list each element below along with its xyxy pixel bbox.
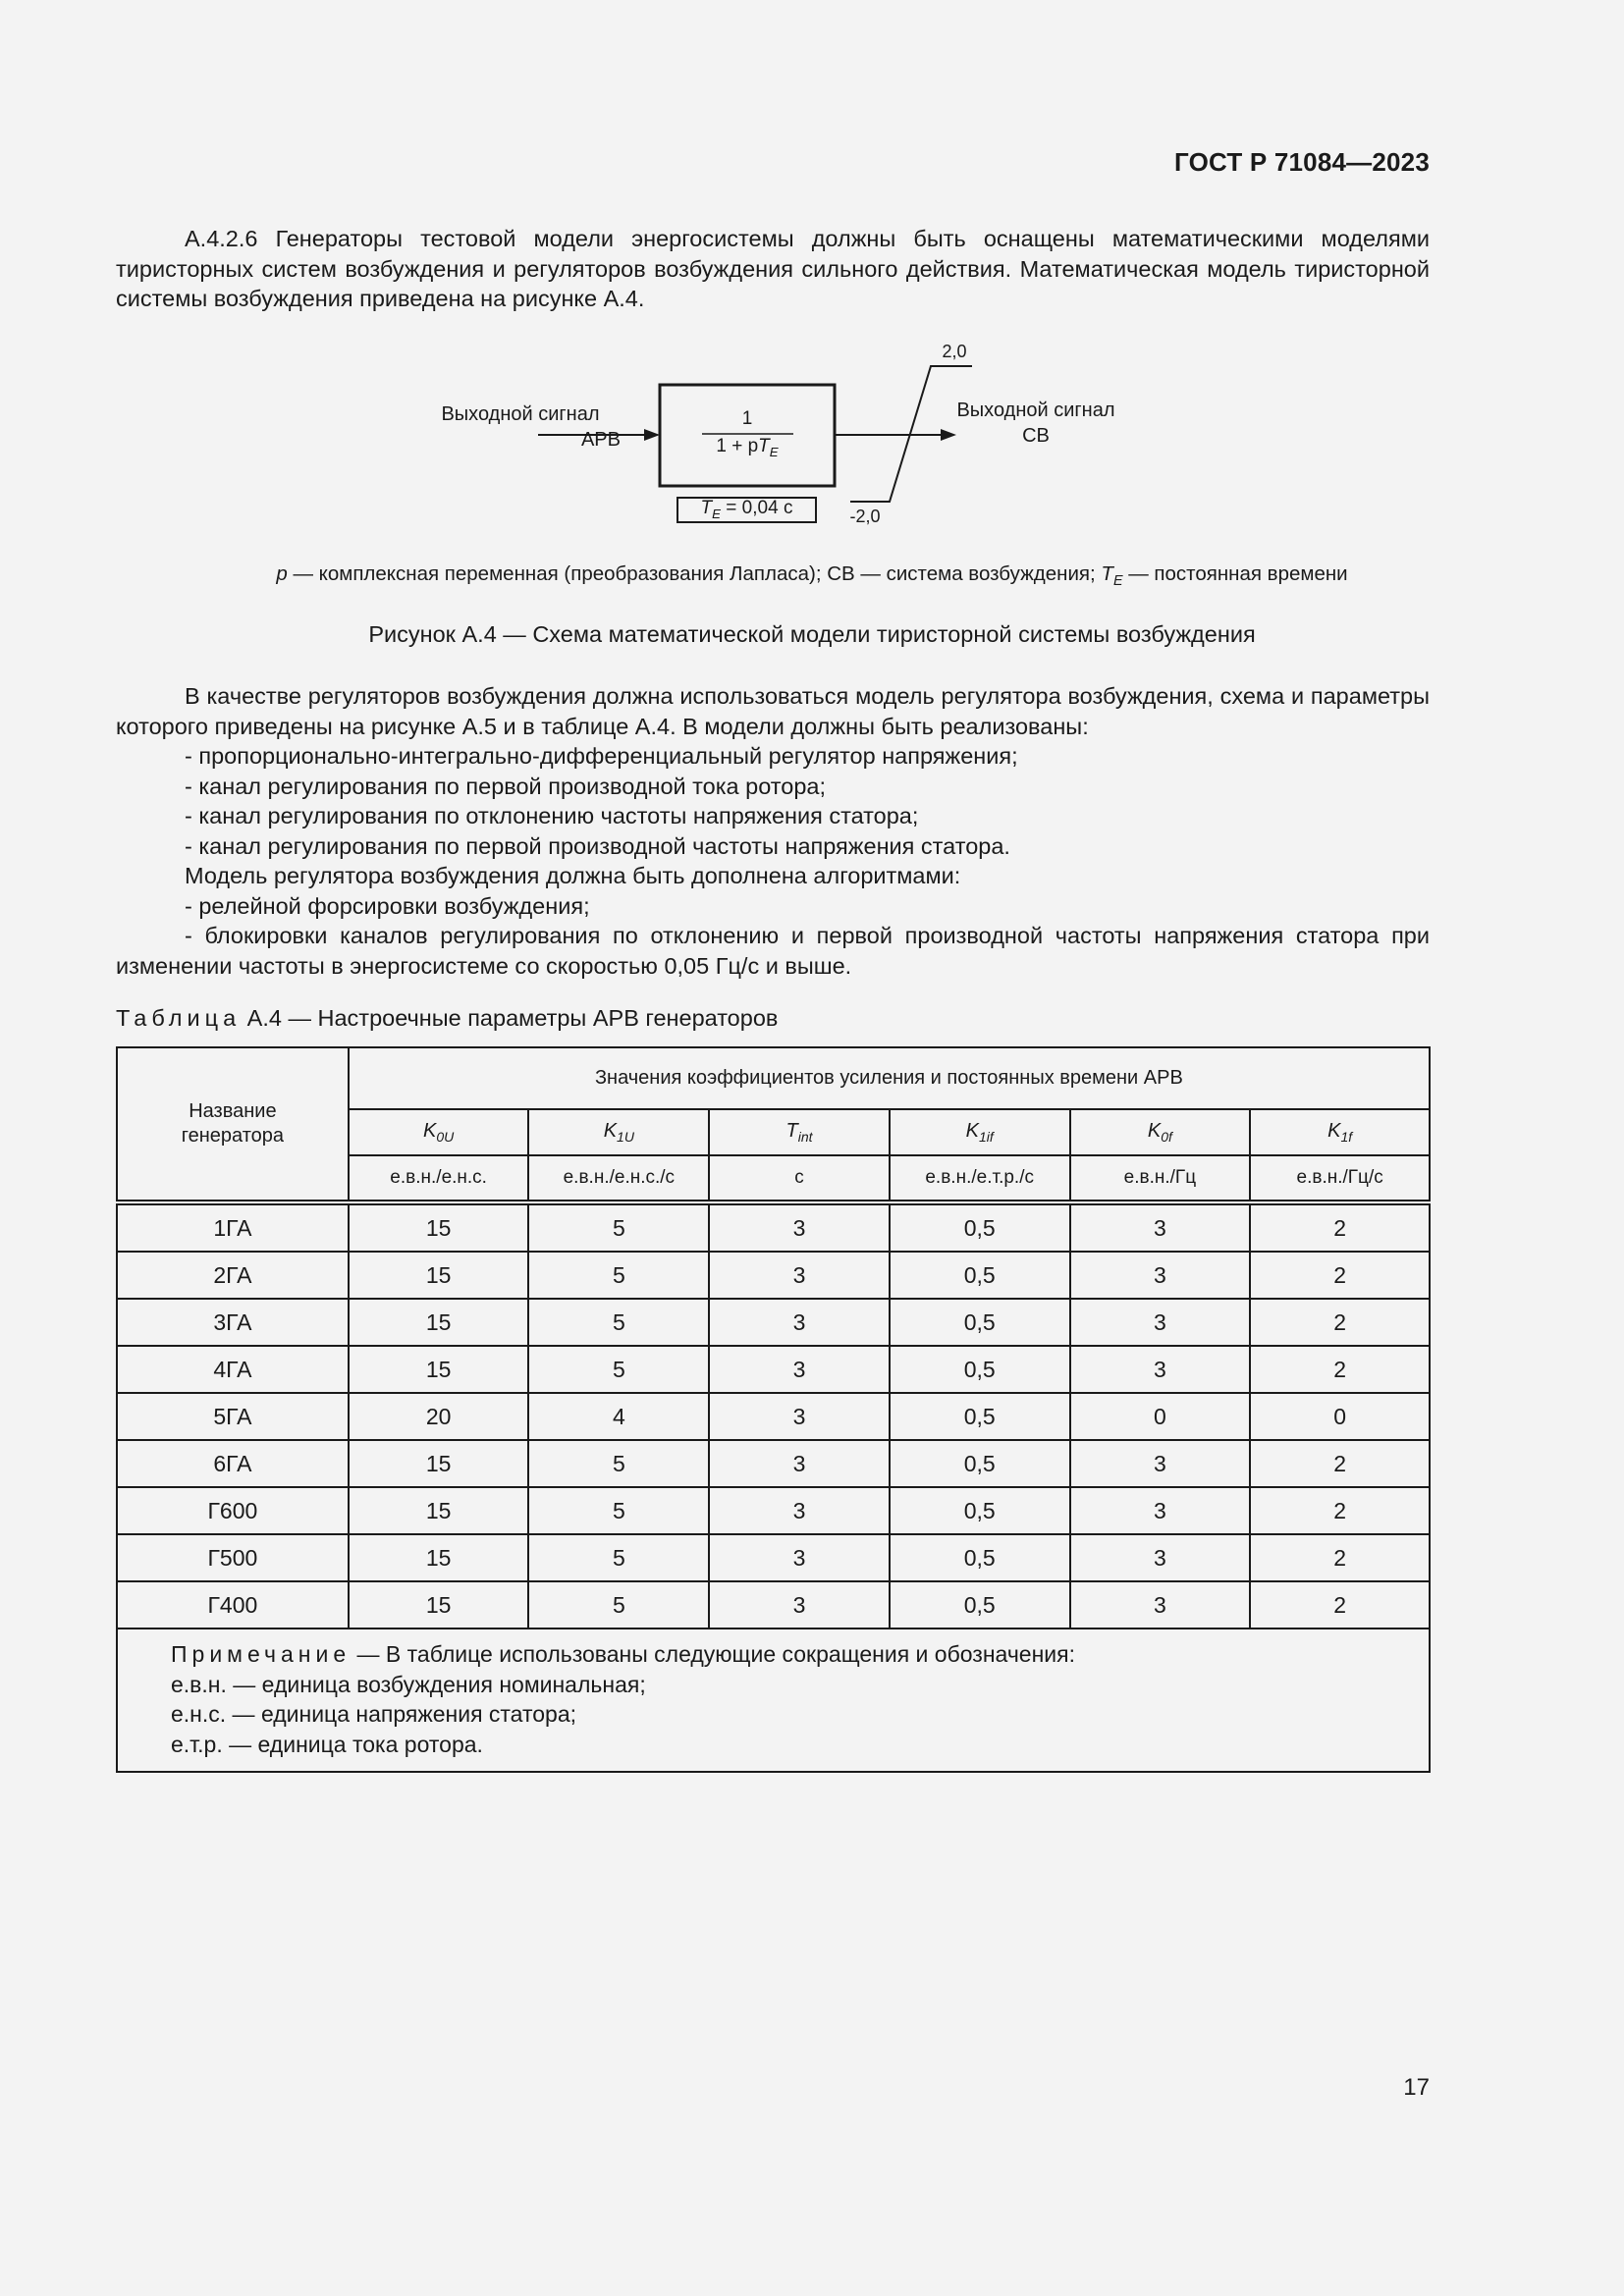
table-cell: 0,5 xyxy=(890,1534,1070,1581)
list1-item-2: - канал регулирования по первой производной тока ротора; xyxy=(185,773,826,799)
page-number: 17 xyxy=(1403,2074,1430,2101)
table-cell: 15 xyxy=(349,1252,529,1299)
tf-numerator: 1 xyxy=(741,408,753,429)
table-cell: 3 xyxy=(709,1581,890,1629)
table-cell: 3 xyxy=(709,1299,890,1346)
param-header-k1u xyxy=(528,1109,709,1155)
output-label-line2: СВ xyxy=(1022,425,1050,447)
table-cell: 0,5 xyxy=(890,1487,1070,1534)
table-cell: 5 xyxy=(528,1202,709,1252)
list2-item-1: - релейной форсировки возбуждения; xyxy=(185,892,590,919)
param-sub: 1if xyxy=(978,1129,994,1145)
output-label-line1: Выходной сигнал xyxy=(956,400,1115,421)
table-cell: 5 xyxy=(528,1346,709,1393)
table-cell: 3 xyxy=(1070,1252,1251,1299)
input-label-line1: Выходной сигнал xyxy=(441,403,600,425)
table-cell: 0,5 xyxy=(890,1252,1070,1299)
table-row xyxy=(117,1299,1430,1346)
intro-text: А.4.2.6 Генераторы тестовой модели энергосистемы должны быть оснащены математическими моделями тиристорных систем возбуждения и регуляторов возбуждения сильного действия. Математическая модель тиристорной системы возбуждения приведена на рисунке А.4. xyxy=(116,226,1430,311)
table-cell: 5 xyxy=(528,1581,709,1629)
table-title xyxy=(116,1005,778,1032)
param-sub: 0U xyxy=(436,1129,455,1145)
table-cell: 3 xyxy=(1070,1346,1251,1393)
note-line: е.в.н. — единица возбуждения номинальная; xyxy=(171,1671,646,1697)
generator-name: Г400 xyxy=(117,1581,349,1629)
table-cell: 2 xyxy=(1250,1581,1430,1629)
body-paragraph-1: В качестве регуляторов возбуждения должна использоваться модель регулятора возбуждения, схема и параметры которого приведены на рисунке А.5 и в таблице А.4. В модели должны быть реализованы: xyxy=(116,683,1430,739)
unit-header: е.в.н./е.н.с. xyxy=(349,1155,529,1202)
body-text xyxy=(116,681,1430,981)
column-header-name-text: Название генератора xyxy=(181,1100,285,1147)
note-heading xyxy=(171,1639,1376,1670)
table-cell: 3 xyxy=(1070,1299,1251,1346)
group-header: Значения коэффициентов усиления и постоянных времени АРВ xyxy=(349,1047,1430,1109)
param-sub: 1U xyxy=(617,1129,634,1145)
tf-denominator-prefix: 1 + p xyxy=(716,436,759,456)
table-cell: 15 xyxy=(349,1487,529,1534)
input-label-line2: АРВ xyxy=(580,429,621,451)
table-cell: 2 xyxy=(1250,1440,1430,1487)
table-cell: 3 xyxy=(1070,1581,1251,1629)
table-cell: 15 xyxy=(349,1346,529,1393)
table-cell: 0,5 xyxy=(890,1202,1070,1252)
param-sub: E xyxy=(712,507,722,521)
table-cell: 0,5 xyxy=(890,1581,1070,1629)
table-title-rest: А.4 — Настроечные параметры АРВ генераторов xyxy=(241,1005,779,1031)
param-sub: 1f xyxy=(1340,1129,1353,1145)
table-cell: 2 xyxy=(1250,1202,1430,1252)
generator-name: 5ГА xyxy=(117,1393,349,1440)
generator-name: Г600 xyxy=(117,1487,349,1534)
table-cell: 3 xyxy=(1070,1440,1251,1487)
parameter-label xyxy=(677,496,816,527)
param-sym: K xyxy=(603,1120,618,1142)
table-row xyxy=(117,1487,1430,1534)
table-cell: 2 xyxy=(1250,1346,1430,1393)
table-cell: 3 xyxy=(709,1440,890,1487)
table-cell: 3 xyxy=(709,1393,890,1440)
table-row xyxy=(117,1393,1430,1440)
table-cell: 5 xyxy=(528,1534,709,1581)
legend-sub: E xyxy=(1112,573,1123,589)
legend-p: p xyxy=(276,562,288,585)
table-cell: 5 xyxy=(528,1487,709,1534)
document-id: ГОСТ Р 71084—2023 xyxy=(1174,147,1430,177)
list1-item-3: - канал регулирования по отклонению частоты напряжения статора; xyxy=(185,803,919,828)
param-var: T xyxy=(700,498,713,518)
table-cell: 0,5 xyxy=(890,1346,1070,1393)
param-value: = 0,04 с xyxy=(721,498,793,518)
input-label xyxy=(412,401,628,453)
generator-name: 1ГА xyxy=(117,1202,349,1252)
param-sym: K xyxy=(1327,1120,1341,1142)
param-header-tint xyxy=(709,1109,890,1155)
table-row xyxy=(117,1440,1430,1487)
legend-text1: — комплексная переменная (преобразования Лапласа); СВ — система возбуждения; xyxy=(287,562,1102,585)
table-cell: 2 xyxy=(1250,1252,1430,1299)
table-cell: 3 xyxy=(1070,1534,1251,1581)
table-title-word: Таблица xyxy=(116,1005,242,1031)
table-cell: 15 xyxy=(349,1202,529,1252)
table-row xyxy=(117,1252,1430,1299)
figure-block-diagram xyxy=(0,329,1624,545)
unit-header: е.в.н./е.т.р./с xyxy=(890,1155,1070,1202)
table-cell: 0,5 xyxy=(890,1440,1070,1487)
list2-item-2: - блокировки каналов регулирования по отклонению и первой производной частоты напряжения статора при изменении частоты в энергосистеме со скоростью 0,05 Гц/с и выше. xyxy=(116,923,1430,979)
note-line: е.т.р. — единица тока ротора. xyxy=(171,1731,483,1757)
param-sym: K xyxy=(1147,1120,1162,1142)
param-header-k1f xyxy=(1250,1109,1430,1155)
unit-header: е.в.н./е.н.с./с xyxy=(528,1155,709,1202)
unit-header: е.в.н./Гц/с xyxy=(1250,1155,1430,1202)
param-header-k1if xyxy=(890,1109,1070,1155)
table-cell: 3 xyxy=(709,1252,890,1299)
param-sym: T xyxy=(785,1120,798,1142)
tf-denominator-var: T xyxy=(758,436,770,456)
table-cell: 0,5 xyxy=(890,1393,1070,1440)
note-word: Примечание xyxy=(171,1641,352,1667)
table-row xyxy=(117,1534,1430,1581)
param-sym: K xyxy=(423,1120,437,1142)
figure-caption: Рисунок А.4 — Схема математической модели тиристорной системы возбуждения xyxy=(368,621,1256,647)
table-cell: 0 xyxy=(1250,1393,1430,1440)
table-cell: 3 xyxy=(709,1534,890,1581)
generator-name: 6ГА xyxy=(117,1440,349,1487)
note-line: е.н.с. — единица напряжения статора; xyxy=(171,1701,577,1727)
table-cell: 15 xyxy=(349,1534,529,1581)
param-header-k0f xyxy=(1070,1109,1251,1155)
generator-name: 4ГА xyxy=(117,1346,349,1393)
tf-denominator-sub: E xyxy=(769,445,779,459)
limit-upper: 2,0 xyxy=(942,342,967,361)
table-cell: 2 xyxy=(1250,1534,1430,1581)
body-paragraph-2: Модель регулятора возбуждения должна быть дополнена алгоритмами: xyxy=(185,863,961,888)
param-sub: 0f xyxy=(1161,1129,1172,1145)
column-header-name xyxy=(117,1047,349,1202)
table-cell: 3 xyxy=(1070,1487,1251,1534)
table-row xyxy=(117,1346,1430,1393)
generator-name: 3ГА xyxy=(117,1299,349,1346)
table-cell: 5 xyxy=(528,1440,709,1487)
output-label xyxy=(943,398,1129,449)
limit-lower: -2,0 xyxy=(849,507,881,526)
list1-item-1: - пропорционально-интегрально-дифференциальный регулятор напряжения; xyxy=(185,743,1018,769)
legend-text2: — постоянная времени xyxy=(1122,562,1348,585)
intro-paragraph xyxy=(116,224,1430,314)
unit-header: с xyxy=(709,1155,890,1202)
table-cell: 15 xyxy=(349,1581,529,1629)
table-cell: 5 xyxy=(528,1299,709,1346)
table-row xyxy=(117,1581,1430,1629)
generator-name: 2ГА xyxy=(117,1252,349,1299)
param-sub: int xyxy=(797,1129,813,1145)
table-cell: 5 xyxy=(528,1252,709,1299)
table-cell: 15 xyxy=(349,1440,529,1487)
table-note-row xyxy=(117,1629,1430,1772)
table-cell: 0 xyxy=(1070,1393,1251,1440)
param-sym: K xyxy=(965,1120,979,1142)
generator-name: Г500 xyxy=(117,1534,349,1581)
table-row xyxy=(117,1202,1430,1252)
note-rest: — В таблице использованы следующие сокращения и обозначения: xyxy=(351,1641,1075,1667)
list1-item-4: - канал регулирования по первой производной частоты напряжения статора. xyxy=(185,832,1010,859)
table-cell: 4 xyxy=(528,1393,709,1440)
table-note xyxy=(117,1629,1430,1772)
table-cell: 3 xyxy=(709,1487,890,1534)
table-cell: 0,5 xyxy=(890,1299,1070,1346)
parameters-table xyxy=(116,1046,1431,1773)
tf-denominator xyxy=(660,434,835,465)
input-arrowhead xyxy=(644,429,660,441)
table-cell: 20 xyxy=(349,1393,529,1440)
table-header-row-1 xyxy=(117,1047,1430,1109)
table-cell: 3 xyxy=(1070,1202,1251,1252)
unit-header: е.в.н./Гц xyxy=(1070,1155,1251,1202)
table-cell: 3 xyxy=(709,1202,890,1252)
table-cell: 2 xyxy=(1250,1487,1430,1534)
table-cell: 3 xyxy=(709,1346,890,1393)
param-header-k0u xyxy=(349,1109,529,1155)
figure-legend xyxy=(0,562,1624,589)
legend-t: T xyxy=(1101,562,1113,585)
table-cell: 2 xyxy=(1250,1299,1430,1346)
table-cell: 15 xyxy=(349,1299,529,1346)
